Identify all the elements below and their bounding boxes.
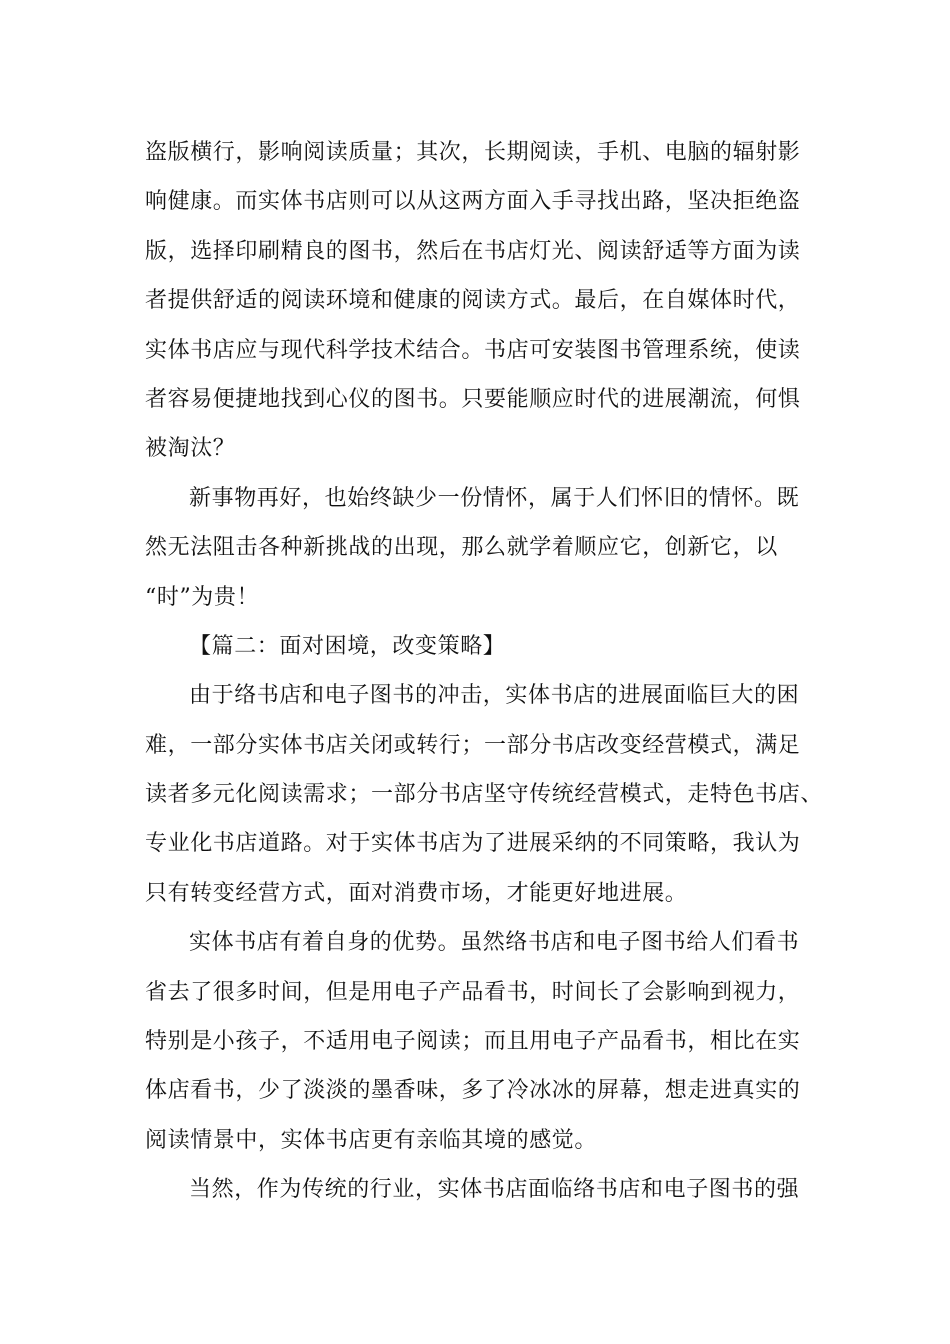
text-line: 特别是小孩子，不适用电子阅读；而且用电子产品看书，相比在实 [145, 1029, 801, 1055]
text-line: 专业化书店道路。对于实体书店为了进展采纳的不同策略，我认为 [145, 831, 801, 857]
section-heading: 【篇二：面对困境，改变策略】 [189, 633, 506, 659]
paragraph-first-line: 由于络书店和电子图书的冲击，实体书店的进展面临巨大的困 [189, 683, 800, 709]
text-line: 盗版横行，影响阅读质量；其次，长期阅读，手机、电脑的辐射影 [145, 140, 801, 165]
document-body [145, 128, 835, 1215]
paragraph-first-line: 当然，作为传统的行业，实体书店面临络书店和电子图书的强 [189, 1177, 800, 1203]
text-line: 读者多元化阅读需求；一部分书店坚守传统经营模式，走特色书店、 [145, 782, 824, 808]
text-line: 者提供舒适的阅读环境和健康的阅读方式。最后，在自媒体时代， [145, 288, 801, 314]
text-line: 阅读情景中，实体书店更有亲临其境的感觉。 [145, 1127, 598, 1153]
text-line: 只有转变经营方式，面对消费市场，才能更好地进展。 [145, 880, 688, 906]
text-line: 被淘汰？ [145, 436, 236, 462]
text-line: 体店看书，少了淡淡的墨香味，多了冷冰冰的屏幕，想走进真实的 [145, 1078, 801, 1104]
text-line: 者容易便捷地找到心仪的图书。只要能顺应时代的进展潮流，何惧 [145, 386, 801, 412]
paragraph-first-line: 实体书店有着自身的优势。虽然络书店和电子图书给人们看书 [189, 930, 800, 956]
text-line: 实体书店应与现代科学技术结合。书店可安装图书管理系统，使读 [145, 337, 801, 363]
text-line: 然无法阻击各种新挑战的出现，那么就学着顺应它，创新它，以 [145, 535, 778, 561]
text-line: 难，一部分实体书店关闭或转行；一部分书店改变经营模式，满足 [145, 732, 801, 758]
text-line: 省去了很多时间，但是用电子产品看书，时间长了会影响到视力， [145, 979, 801, 1005]
text-line: 版，选择印刷精良的图书，然后在书店灯光、阅读舒适等方面为读 [145, 238, 801, 264]
text-line: “时”为贵！ [145, 584, 260, 610]
paragraph-first-line: 新事物再好，也始终缺少一份情怀，属于人们怀旧的情怀。既 [189, 485, 800, 511]
text-line: 响健康。而实体书店则可以从这两方面入手寻找出路，坚决拒绝盗 [145, 189, 801, 215]
